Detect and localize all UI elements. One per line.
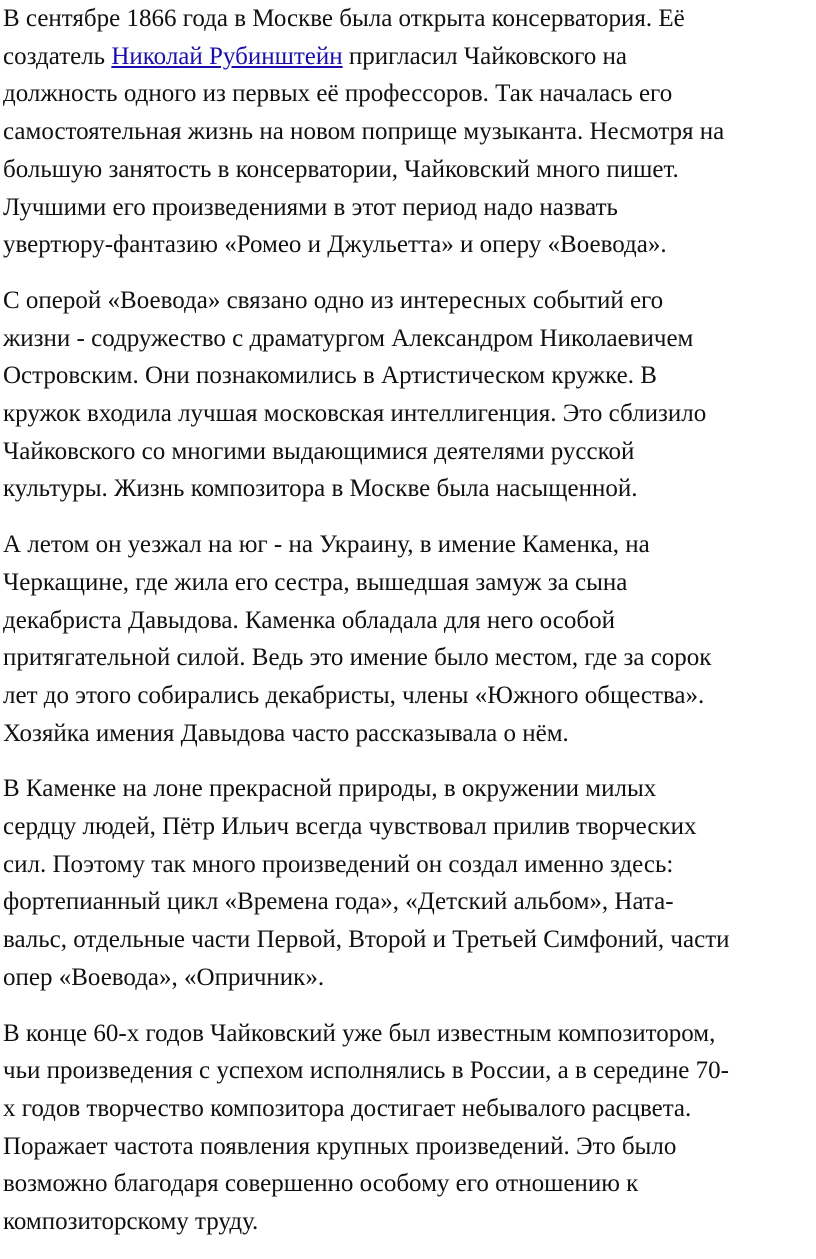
paragraph-conservatory xyxy=(3,0,815,264)
text-line: сердцу людей, Пётр Ильич всегда чувствовал прилив творческих xyxy=(3,813,697,841)
text-line: самостоятельная жизнь на новом поприще музыканта. Несмотря на xyxy=(3,118,725,146)
text-line: большую занятость в консерватории, Чайковский много пишет. xyxy=(3,155,679,183)
text-line: притягательной силой. Ведь это имение было местом, где за сорок xyxy=(3,644,712,672)
paragraph-works xyxy=(3,770,815,996)
text-line: Лучшими его произведениями в этот период надо назвать xyxy=(3,193,618,221)
text-line: жизни - содружество с драматургом Александром Николаевичем xyxy=(3,324,694,352)
text-line xyxy=(3,38,815,76)
text-line: В сентябре 1866 года в Москве была открыта консерватория. Её xyxy=(3,5,685,32)
text-line: должность одного из первых её профессоров. Так началась его xyxy=(3,80,673,108)
text-line: возможно благодаря совершенно особому его отношению к xyxy=(3,1170,639,1198)
text-segment: пригласил Чайковского на xyxy=(342,42,627,70)
document-body xyxy=(3,0,815,1259)
text-line: А летом он уезжал на юг - на Украину, в имение Каменка, на xyxy=(3,531,650,559)
text-line: Островским. Они познакомились в Артистическом кружке. В xyxy=(3,362,657,390)
text-line: чьи произведения с успехом исполнялись в России, а в середине 70- xyxy=(3,1057,729,1085)
text-line: декабриста Давыдова. Каменка обладала для него особой xyxy=(3,606,615,634)
text-line: Чайковского со многими выдающимися деятелями русской xyxy=(3,437,635,465)
text-line: кружок входила лучшая московская интеллигенция. Это сблизило xyxy=(3,400,707,428)
text-line: композиторскому труду. xyxy=(3,1208,259,1236)
text-line: вальс, отдельные части Первой, Второй и Третьей Симфоний, части xyxy=(3,926,730,954)
paragraph-kamenka xyxy=(3,526,815,752)
text-line: С оперой «Воевода» связано одно из интересных событий его xyxy=(3,286,664,314)
text-line: Поражает частота появления крупных произведений. Это было xyxy=(3,1132,677,1160)
text-line: х годов творчество композитора достигает небывалого расцвета. xyxy=(3,1094,692,1122)
text-line: фортепианный цикл «Времена года», «Детский альбом», Ната- xyxy=(3,888,674,916)
text-line: Черкащине, где жила его сестра, вышедшая замуж за сына xyxy=(3,568,628,596)
text-segment: создатель xyxy=(3,42,112,70)
text-line: Хозяйка имения Давыдова часто рассказывала о нём. xyxy=(3,719,569,747)
text-line: сил. Поэтому так много произведений он создал именно здесь: xyxy=(3,850,674,878)
text-line: увертюру-фантазию «Ромео и Джульетта» и оперу «Воевода». xyxy=(3,231,667,259)
rubinstein-link[interactable]: Николай Рубинштейн xyxy=(111,42,343,70)
text-line: В Каменке на лоне прекрасной природы, в окружении милых xyxy=(3,775,657,803)
text-line: опер «Воевода», «Опричник». xyxy=(3,963,325,991)
text-line: В конце 60-х годов Чайковский уже был известным композитором, xyxy=(3,1019,716,1047)
text-line: культуры. Жизнь композитора в Москве была насыщенной. xyxy=(3,475,638,503)
paragraph-late-60s xyxy=(3,1015,815,1241)
paragraph-voevoda xyxy=(3,282,815,508)
text-line: лет до этого собирались декабристы, члены «Южного общества». xyxy=(3,681,705,709)
